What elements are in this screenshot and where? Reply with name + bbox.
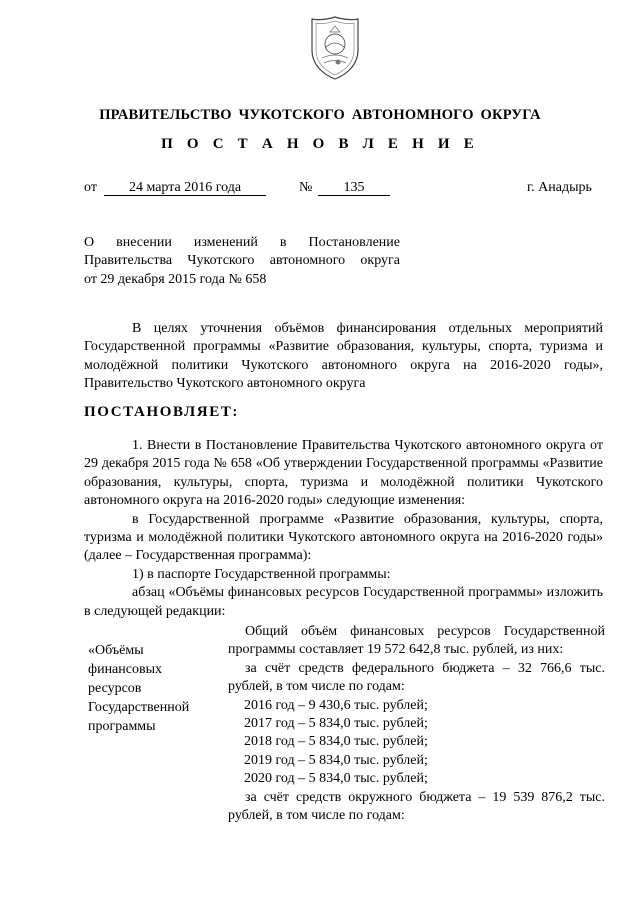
coat-of-arms-emblem bbox=[306, 14, 364, 82]
body-paragraph: 1) в паспорте Государственной программы: bbox=[132, 566, 391, 582]
table-left-line: финансовых bbox=[88, 662, 162, 677]
funding-year: 2016 год – 9 430,6 тыс. рублей; bbox=[244, 697, 428, 713]
table-right-cell bbox=[228, 623, 605, 825]
body-paragraph: 1. Внести в Постановление Правительства Чукотского автономного округа от 29 декабря 2015 года № 658 «Об утверждении Государственной программы «Развитие образования, культуры, спорта, туризма и молодёжной политики Чукотского автономного округа на 2016-2020 годы» следующие изменения: bbox=[84, 438, 603, 509]
table-left-line: ресурсов bbox=[88, 681, 142, 696]
funding-year: 2017 год – 5 834,0 тыс. рублей; bbox=[244, 716, 428, 732]
resolves-heading: ПОСТАНОВЛЯЕТ: bbox=[84, 404, 240, 420]
document-date: 24 марта 2016 года bbox=[104, 180, 266, 196]
body-paragraph: в Государственной программе «Развитие образования, культуры, спорта, туризма и молодёжной политики Чукотского автономного округа на 2016-2020 годы» (далее – Государственная программа): bbox=[84, 511, 603, 564]
subject-line: Правительства Чукотского автономного округа bbox=[84, 253, 400, 269]
document-type: П О С Т А Н О В Л Е Н И Е bbox=[161, 136, 479, 152]
table-left-cell bbox=[88, 641, 218, 736]
body-paragraph: абзац «Объёмы финансовых ресурсов Государственной программы» изложить в следующей редакции: bbox=[84, 585, 603, 619]
funding-total: Общий объём финансовых ресурсов Государственной программы составляет 19 572 642,8 тыс. рублей, из них: bbox=[228, 624, 605, 658]
body-text bbox=[84, 437, 603, 621]
funding-federal: за счёт средств федерального бюджета – 32 766,6 тыс. рублей, в том числе по годам: bbox=[228, 660, 605, 695]
table-left-line: программы bbox=[88, 719, 156, 734]
funding-year: 2019 год – 5 834,0 тыс. рублей; bbox=[244, 752, 428, 768]
number-label: № bbox=[299, 180, 313, 195]
government-title: ПРАВИТЕЛЬСТВО ЧУКОТСКОГО АВТОНОМНОГО ОКРУГА bbox=[99, 107, 541, 123]
table-left-line: «Объёмы bbox=[88, 643, 144, 658]
city: г. Анадырь bbox=[527, 180, 592, 195]
document-number: 135 bbox=[318, 180, 390, 196]
subject-line: от 29 декабря 2015 года № 658 bbox=[84, 271, 267, 287]
document-subject bbox=[84, 234, 400, 289]
funding-regional: за счёт средств окружного бюджета – 19 539 876,2 тыс. рублей, в том числе по годам: bbox=[228, 789, 605, 824]
funding-year: 2018 год – 5 834,0 тыс. рублей; bbox=[244, 734, 428, 750]
date-prefix: от bbox=[84, 180, 97, 195]
table-left-line: Государственной bbox=[88, 700, 190, 715]
preamble: В целях уточнения объёмов финансирования отдельных мероприятий Государственной программы «Развитие образования, культуры, спорта, туризма и молодёжной политики Чукотского автономного округа на 2016-2020 годы», Правительство Чукотского автономного округа bbox=[84, 321, 603, 392]
funding-year: 2020 год – 5 834,0 тыс. рублей; bbox=[244, 771, 428, 787]
preamble-block bbox=[84, 320, 603, 394]
subject-line: О внесении изменений в Постановление bbox=[84, 235, 400, 250]
